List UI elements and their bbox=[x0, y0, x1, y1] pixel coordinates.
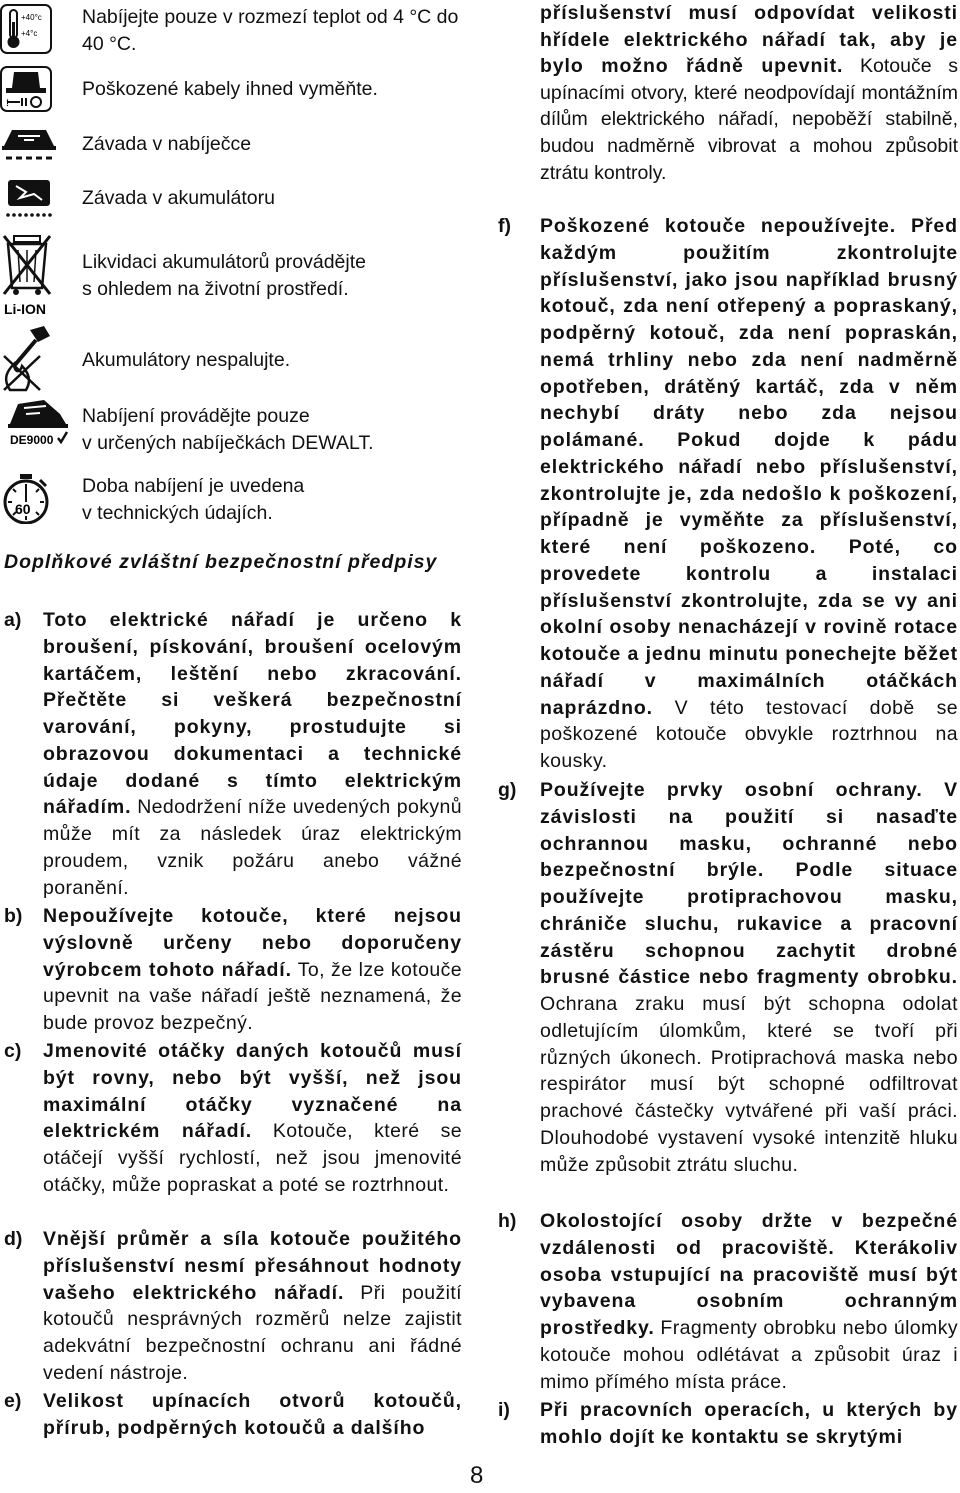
item-label: d) bbox=[4, 1228, 23, 1250]
symbol-text-dewalt: Nabíjení provádějte pouze v určených nabíječkách DEWALT. bbox=[82, 405, 374, 454]
item-bold-text: Poškozené kotouče nepoužívejte. Před každým použitím zkontrolujte příslušenství, jako jsou například brusný kotouč, zda není otřepený a popraskaný, podpěrný kotouč, zda není popraskán, nemá trhliny nebo zda není nadměrně opotřeben, drátěný kartáč, zda v něm nechybí dráty nebo zda nejsou polámané. Pokud dojde k pádu elektrického nářadí nebo příslušenství, zkontrolujte je, zda nedošlo k poškození, případně je vyměňte za příslušenství, které není poškozeno. Poté, co provedete kontrolu a instalaci příslušenství zkontrolujte, zda se vy ani okolní osoby nenacházejí v rovině rotace kotouče a jednu minutu ponechejte běžet nářadí v maximálních otáčkách naprázdno. bbox=[540, 215, 958, 719]
symbol-text-charge-time: Doba nabíjení je uvedena v technických údajích. bbox=[82, 475, 305, 524]
list-item-d bbox=[4, 1226, 462, 1387]
symbol-text-cable: Poškozené kabely ihned vyměňte. bbox=[82, 78, 378, 100]
item-bold-text: Toto elektrické nářadí je určeno k broušení, pískování, broušení ocelovým kartáčem, leštění nebo zkracování. Přečtěte si veškerá bezpečnostní varování, pokyny, prostudujte si obrazovou dokumentaci a technické údaje dodané s tímto elektrickým nářadím. bbox=[43, 609, 462, 819]
item-text: Při použití kotoučů nesprávných rozměrů nelze zajistit adekvátní bezpečnostní ochranu ani řádné vedení nástroje. bbox=[43, 1281, 462, 1384]
svg-text:!: ! bbox=[6, 98, 9, 108]
symbol-text-charger-fault: Závada v nabíječce bbox=[82, 133, 252, 155]
list-item-a bbox=[4, 607, 462, 901]
item-text: Ochrana zraku musí být schopna odolat odletujícím úlomkům, které se tvoří při různých úkonech. Protiprachová maska nebo respirátor musí být schopné odfiltrovat prachové částečky vytvářené při vaší práci. Dlouhodobé vystavení vysoké intenzitě hluku může způsobit ztrátu sluchu. bbox=[540, 993, 958, 1176]
page-number: 8 bbox=[470, 1462, 484, 1489]
svg-text:+4°c: +4°c bbox=[21, 29, 38, 38]
continued-paragraph bbox=[540, 0, 958, 186]
no-fire-icon bbox=[0, 326, 72, 394]
list-item-e bbox=[4, 1388, 462, 1442]
svg-text:+40°c: +40°c bbox=[21, 13, 42, 22]
symbol-text-battery-fault: Závada v akumulátoru bbox=[82, 187, 275, 209]
item-bold-text: Používejte prvky osobní ochrany. V závislosti na použití si nasaďte ochrannou masku, ochranné nebo bezpečnostní brýle. Podle situace používejte protiprachovou masku, chrániče sluchu, rukavice a pracovní zástěru schopnou zachytit drobné brusné částice nebo fragmenty obrobku. bbox=[540, 779, 958, 989]
item-label: e) bbox=[4, 1390, 22, 1412]
de9000-label: DE9000 bbox=[10, 433, 54, 447]
item-text: V této testovací době se poškozené kotouče obvykle roztrhnou na kousky. bbox=[540, 696, 958, 772]
symbol-text-temperature: Nabíjejte pouze v rozmezí teplot od 4 °C do 40 °C. bbox=[82, 6, 459, 55]
charge-time-60-icon bbox=[0, 474, 72, 524]
item-label: a) bbox=[4, 609, 22, 631]
item-bold-text: Vnější průměr a síla kotouče použitého příslušenství nesmí přesáhnout hodnoty vašeho elektrického nářadí. bbox=[43, 1228, 462, 1304]
item-text: Nedodržení níže uvedených pokynů může mít za následek úraz elektrickým proudem, vznik požáru anebo vážné poranění. bbox=[43, 796, 462, 899]
crossed-bin-li-ion-icon bbox=[0, 230, 72, 318]
item-bold-text: Okolostojící osoby držte v bezpečné vzdálenosti od pracoviště. Kterákoliv osoba vstupující na pracoviště musí být vybavena osobním ochranným prostředky. bbox=[540, 1210, 958, 1339]
item-bold-text: Při pracovních operacích, u kterých by mohlo dojít ke kontaktu se skrytými bbox=[540, 1399, 958, 1448]
section-heading: Doplňkové zvláštní bezpečnostní předpisy bbox=[4, 551, 438, 573]
li-ion-label: Li-ION bbox=[4, 301, 46, 317]
charger-fault-icon bbox=[0, 124, 72, 164]
item-bold-text: Velikost upínacích otvorů kotoučů, přírub, podpěrných kotoučů a dalšího bbox=[43, 1390, 462, 1439]
item-text: Kotouče, které se otáčejí vyšší rychlostí, než jsou jmenovité otáčky, může popraskat a poté se roztrhnout. bbox=[43, 1120, 462, 1196]
list-item-c bbox=[4, 1038, 462, 1199]
symbol-text-no-fire: Akumulátory nespalujte. bbox=[82, 349, 291, 371]
list-item-f bbox=[498, 213, 958, 775]
item-text: To, že lze kotouče upevnit na vaše nářadí ještě neznamená, že bude provoz bezpečný. bbox=[43, 958, 462, 1034]
temperature-range-icon bbox=[0, 4, 72, 54]
continued-text: Kotouče s upínacími otvory, které neodpovídají montážním dílům elektrického nářadí, nepoběží stabilně, budou nadměrně vibrovat a mohou způsobit ztrátu kontroly. bbox=[540, 55, 958, 184]
symbol-text-disposal: Likvidaci akumulátorů provádějte s ohledem na životní prostředí. bbox=[82, 251, 366, 300]
item-text: Fragmenty obrobku nebo úlomky kotouče mohou odlétávat a způsobit úraz i mimo přímého místa práce. bbox=[540, 1317, 958, 1393]
list-item-b bbox=[4, 903, 462, 1037]
battery-fault-icon bbox=[0, 178, 72, 220]
list-item-i bbox=[498, 1397, 958, 1451]
item-label: c) bbox=[4, 1040, 22, 1062]
item-label: i) bbox=[498, 1399, 510, 1421]
timer-60-label: 60 bbox=[15, 501, 31, 517]
continued-bold-text: příslušenství musí odpovídat velikosti hřídele elektrického nářadí tak, aby je bylo možno řádně upevnit. bbox=[540, 2, 958, 78]
damaged-cable-icon bbox=[0, 66, 72, 112]
item-bold-text: Jmenovité otáčky daných kotoučů musí být rovny, nebo být vyšší, než jsou maximální otáčky vyznačené na elektrickém nářadí. bbox=[43, 1040, 462, 1143]
list-item-h bbox=[498, 1208, 958, 1395]
dewalt-charger-icon bbox=[0, 396, 72, 448]
item-label: f) bbox=[498, 215, 511, 237]
item-bold-text: Nepoužívejte kotouče, které nejsou výslovně určeny nebo doporučeny výrobcem tohoto nářadí. bbox=[43, 905, 462, 981]
list-item-g bbox=[498, 777, 958, 1178]
item-label: b) bbox=[4, 905, 23, 927]
item-label: h) bbox=[498, 1210, 517, 1232]
item-label: g) bbox=[498, 779, 517, 801]
